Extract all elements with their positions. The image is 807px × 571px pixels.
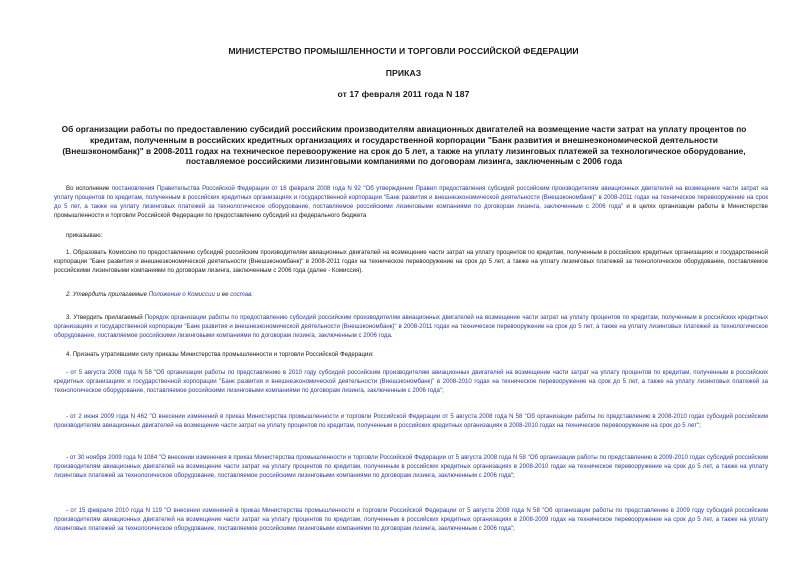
repealed-order-suffix: ; xyxy=(699,421,701,429)
ministry-heading: МИНИСТЕРСТВО ПРОМЫШЛЕННОСТИ И ТОРГОВЛИ РОССИЙСКОЙ ФЕДЕРАЦИИ xyxy=(228,46,579,56)
composition-link[interactable]: состав xyxy=(230,291,252,298)
repealed-order-item xyxy=(54,454,768,481)
repealed-order-prefix: - xyxy=(66,413,71,420)
item-3-suffix: . xyxy=(390,331,393,339)
procedure-link[interactable]: Порядок организации работы по предоставлению субсидий российским производителям авиационных двигателей на возмещение части затрат на уплату процентов по кредитам, полученным в российских кредитных организациях и государственной корпорации "Банк развития и внешнеэкономической деятельности (Внешэкономбанк)" в 2008-2011 годах на техническое перевооружение на срок до 5 лет, а также на уплату лизинговых платежей за технологическое оборудование, поставляемое российскими лизинговыми компаниями по договорам лизинга, заключенным с 2006 года xyxy=(54,314,768,339)
item-1-paragraph: 1. Образовать Комиссию по предоставлению субсидий российским производителям авиационных двигателей на возмещение части затрат на уплату процентов по кредитам, полученным в российских кредитных организациях и государственной корпорации "Банк развития и внешнеэкономической деятельности (Внешэкономбанк)" в 2008-2011 годах на техническое перевооружение на срок до 5 лет, а также на уплату лизинговых платежей за технологическое оборудование, поставляемое российскими лизинговыми компаниями по договорам лизинга, заключенным с 2006 года (далее - Комиссия). xyxy=(54,249,768,274)
repealed-order-link[interactable]: от 30 ноября 2009 года N 1084 "О внесении изменения в приказ Министерства промышленности и торговли Российской Федерации от 5 августа 2008 года N 58 "Об организации работы по представлению в 2009-2010 годах субсидий российским производителям авиационных двигателей на возмещение части затрат на уплату процентов по кредитам, полученным в российских кредитных организациях в 2008-2010 годах на техническое перевооружение на срок до 5 лет, а также на уплату лизинговых платежей за технологическое оборудование, поставляемое российскими лизинговыми компаниями по договорам лизинга, заключенным с 2006 года" xyxy=(54,454,768,479)
repealed-order-link[interactable]: от 2 июня 2009 года N 462 "О внесении изменений в приказ Министерства промышленности и торговли Российской Федерации от 5 августа 2008 года N 58 "Об организации работы по представлению в 2008-2010 годах субсидий российским производителям авиационных двигателей на возмещение части затрат на уплату процентов по кредитам, полученным в российских кредитных организациях в 2008-2010 годах на техническое перевооружение на срок до 5 лет" xyxy=(54,413,768,429)
repealed-order-prefix: - xyxy=(66,454,70,461)
item-2-mid: и ее xyxy=(214,291,231,298)
document-title: Об организации работы по предоставлению субсидий российским производителям авиационных двигателей на возмещение части затрат на уплату процентов по кредитам, полученным в российских кредитных организациях и государственной корпорации "Банк развития и внешнеэкономической деятельности (Внешэкономбанк)" в 2008-2011 годах на техническое перевооружение на срок до 5 лет, а также на уплату лизинговых платежей за технологическое оборудование, поставляемое российскими лизинговыми компаниями по договорам лизинга, заключенным с 2006 года xyxy=(61,124,747,167)
repealed-order-link[interactable]: от 5 августа 2008 года N 58 "Об организации работы по представлению в 2010 году субсидий российским производителям авиационных двигателей на возмещение части затрат на уплату процентов по кредитам, полученным в российских кредитных организациях и государственной корпорации "Банк развития и внешнеэкономической деятельности (Внешэкономбанк)" в 2008-2010 годах на техническое перевооружение на срок до 5 лет, а также на уплату лизинговых платежей за технологическое оборудование, поставляемое российскими лизинговыми компаниями по договорам лизинга, заключенным с 2006 года" xyxy=(54,369,768,394)
preamble-decree-link[interactable]: постановления Правительства Российской Федерации от 16 февраля 2008 года N 92 "Об утверждении Правил предоставления субсидий российским производителям авиационных двигателей на возмещение части затрат на уплату процентов по кредитам, полученным в российских кредитных организациях и государственной корпорации "Банк развития и внешнеэкономической деятельности (Внешэкономбанк)" в 2008-2011 годах на техническое перевооружение на срок до 5 лет, а также на уплату лизинговых платежей за технологическое оборудование, поставляемое российскими лизинговыми компаниями по договорам лизинга, заключенным с 2006 года" xyxy=(54,185,768,210)
repealed-order-prefix: - xyxy=(66,369,71,376)
item-2-paragraph xyxy=(54,291,768,300)
item-3-prefix: 3. Утвердить прилагаемый xyxy=(66,314,145,321)
preamble-paragraph xyxy=(54,185,768,221)
item-3-paragraph xyxy=(54,314,768,341)
repealed-order-item xyxy=(54,507,768,534)
repealed-order-link[interactable]: от 15 февраля 2010 года N 119 "О внесении изменений в приказ Министерства промышленности и торговли Российской Федерации от 5 августа 2008 года N 58 "Об организации работы по представлению в 2009 году субсидий российским производителям авиационных двигателей на возмещение части затрат на уплату процентов по кредитам, полученным в российских кредитных организациях в 2008-2009 годах на техническое перевооружение на срок до 5 лет, а также на уплату лизинговых платежей за технологическое оборудование, поставляемое российскими лизинговыми компаниями по договорам лизинга, заключенным с 2006 года" xyxy=(54,507,768,532)
regulation-link[interactable]: Положение о Комиссии xyxy=(148,291,215,298)
date-number-heading: от 17 февраля 2011 года N 187 xyxy=(337,89,470,99)
repealed-order-suffix: ; xyxy=(442,386,444,394)
order-word: приказываю: xyxy=(66,232,103,239)
preamble-suffix: и в целях организации работы в Министерстве промышленности и торговли Российской Федерации по предоставлению субсидий из федерального бюджета xyxy=(54,202,768,219)
item-2-prefix: 2. Утвердить прилагаемые xyxy=(66,291,149,298)
repealed-order-item xyxy=(54,369,768,396)
item-4-paragraph: 4. Признать утратившими силу приказы Министерства промышленности и торговли Российской Федерации: xyxy=(66,351,374,358)
repealed-order-suffix: ; xyxy=(513,524,515,532)
repealed-order-suffix: ; xyxy=(513,471,515,479)
repealed-order-prefix: - xyxy=(66,507,71,514)
repealed-order-item xyxy=(54,413,768,431)
doc-type-heading: ПРИКАЗ xyxy=(385,68,422,78)
item-2-suffix: . xyxy=(251,291,253,298)
preamble-prefix: Во исполнение xyxy=(66,185,112,192)
